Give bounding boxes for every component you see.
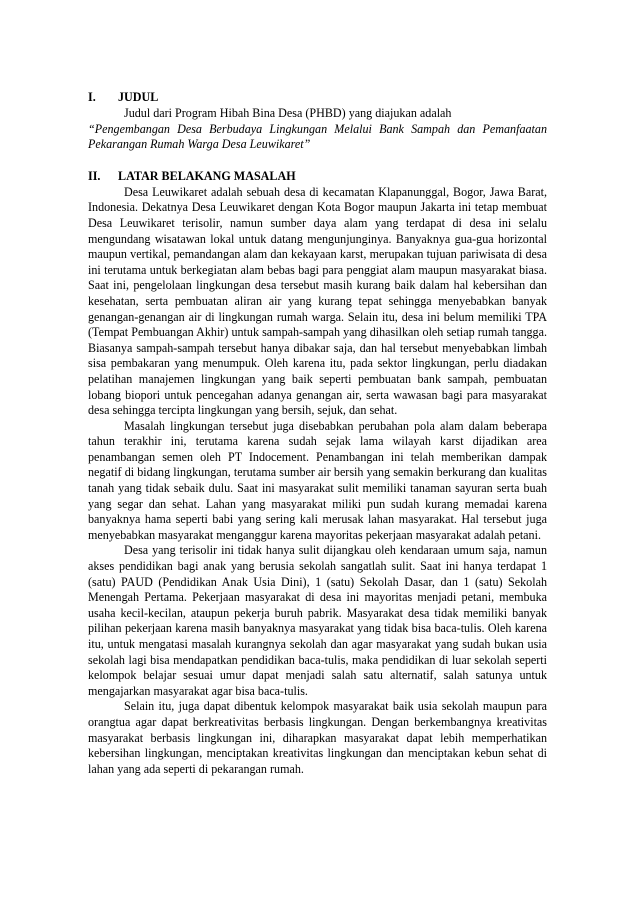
section-1-title: JUDUL xyxy=(118,90,159,104)
paragraph-2: Masalah lingkungan tersebut juga disebabkan perubahan pola alam dalam beberapa tahun terakhir ini, terutama karena sudah sejak lama wilayah karst dijadikan area penambangan semen oleh PT Indocement. Penambangan ini telah memberikan dampak negatif di bidang lingkungan, terutama sumber air bersih yang semakin berkurang dan kualitas tanah yang tidak sebaik dulu. Saat ini masyarakat sulit memiliki tanaman sayuran serta buah yang segar dan sehat. Lahan yang masyarakat miliki pun sudah kurang memadai karena banyaknya hama seperti babi yang sering kali merusak lahan masyarakat. Hal tersebut juga menyebabkan masyarakat menganggur karena mayoritas pekerjaan masyarakat adalah petani. xyxy=(88,418,547,542)
section-1-intro: Judul dari Program Hibah Bina Desa (PHBD) yang diajukan adalah xyxy=(124,106,452,120)
paragraph-4: Selain itu, juga dapat dibentuk kelompok masyarakat baik usia sekolah maupun para orangtua agar dapat berkreativitas berbasis lingkungan. Dengan berkembangnya kreativitas masyarakat berbasis lingkungan ini, diharapkan masyarakat dapat lebih memperhatikan kebersihan lingkungan, menciptakan kreativitas lingkungan dan menciptakan kebun sehat di lahan yang ada seperti di pekarangan rumah. xyxy=(88,699,547,776)
section-1-heading xyxy=(88,90,547,106)
program-title: “Pengembangan Desa Berbudaya Lingkungan Melalui Bank Sampah dan Pemanfaatan Pekarangan Rumah Warga Desa Leuwikaret” xyxy=(88,121,547,152)
section-2-title: LATAR BELAKANG MASALAH xyxy=(118,168,296,183)
paragraph-1: Desa Leuwikaret adalah sebuah desa di kecamatan Klapanunggal, Bogor, Jawa Barat, Indonesia. Dekatnya Desa Leuwikaret dengan Kota Bogor maupun Jakarta ini tetap membuat Desa Leuwikaret terisolir, namun sumber daya alam yang terdapat di desa ini selalu mengundang wisatawan lokal untuk datang mengunjunginya. Banyaknya gua-gua horizontal maupun vertikal, pemandangan alam dan kekayaan karst, merupakan tujuan pariwisata di desa ini terutama untuk berkegiatan alam bebas bagi para penggiat alam maupun masyarakat biasa. Saat ini, pengelolaan lingkungan desa tersebut masih kurang baik dalam hal kebersihan dan kesehatan, serta pembuatan aliran air yang kurang tepat sehingga menyebabkan banyak genangan-genangan air di lingkungan rumah warga. Selain itu, desa ini belum memiliki TPA (Tempat Pembuangan Akhir) untuk sampah-sampah yang dihasilkan oleh setiap rumah tangga. Biasanya sampah-sampah tersebut hanya dibakar saja, dan hal tersebut menyebabkan limbah sisa pembakaran yang menumpuk. Oleh karena itu, pada sektor lingkungan, perlu diadakan pelatihan manajemen lingkungan yang baik seperti pembuatan bank sampah, pembuatan lobang biopori untuk pencegahan adanya genangan air, serta wawasan bagi para masyarakat desa sehingga tercipta lingkungan yang bersih, sejuk, dan sehat. xyxy=(88,184,547,418)
paragraph-3: Desa yang terisolir ini tidak hanya sulit dijangkau oleh kendaraan umum saja, namun akses pendidikan bagi anak yang berusia sekolah sangatlah sulit. Saat ini hanya terdapat 1 (satu) PAUD (Pendidikan Anak Usia Dini), 1 (satu) Sekolah Dasar, dan 1 (satu) Sekolah Menengah Pertama. Pekerjaan masyarakat di desa ini mayoritas menjadi petani, membuka usaha kecil-kecilan, ataupun pekerja buruh pabrik. Masyarakat desa tidak memiliki banyak pilihan pekerjaan karena masih banyaknya masyarakat yang tidak bisa baca-tulis. Oleh karena itu, untuk mengatasi masalah kurangnya sekolah dan agar masyarakat yang sudah bukan usia sekolah lagi bisa mendapatkan pendidikan baca-tulis, maka pendidikan di luar sekolah seperti kelompok belajar sesuai umur dapat menjadi salah satu alternatif, salah satunya untuk mengajarkan masyarakat agar bisa baca-tulis. xyxy=(88,543,547,698)
section-spacer xyxy=(88,153,547,169)
section-2-heading xyxy=(88,169,547,185)
section-2-number: II. xyxy=(88,168,101,183)
section-1-number: I. xyxy=(88,90,96,104)
document-body xyxy=(88,90,547,777)
